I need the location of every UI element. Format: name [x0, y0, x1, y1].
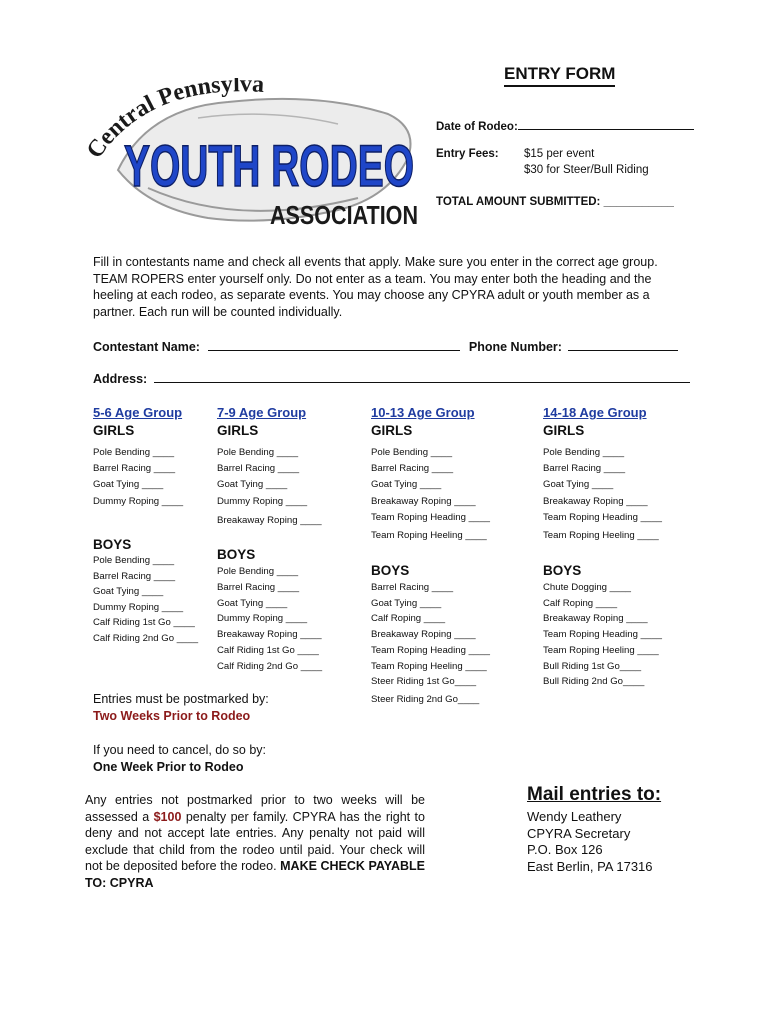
event-checkbox[interactable]: Calf Roping ____: [543, 597, 618, 609]
age-group-title: 10-13 Age Group: [371, 405, 475, 420]
girls-events-7-9: [217, 445, 322, 529]
event-checkbox[interactable]: Goat Tying ____: [93, 586, 164, 598]
event-checkbox[interactable]: Breakaway Roping ____: [543, 613, 648, 625]
event-checkbox[interactable]: Barrel Racing ____: [217, 581, 300, 593]
event-checkbox[interactable]: Calf Riding 2nd Go ____: [93, 632, 199, 644]
boys-heading-wrap-10-13: [371, 559, 409, 578]
age-group-5-6: [93, 405, 182, 438]
mail-line: East Berlin, PA 17316: [527, 858, 653, 874]
penalty-paragraph: [85, 792, 425, 891]
age-group-14-18: [543, 405, 647, 438]
address-row: [93, 370, 690, 388]
fee-steer-bull: $30 for Steer/Bull Riding: [524, 164, 649, 176]
event-checkbox[interactable]: Barrel Racing ____: [371, 463, 454, 475]
girls-events-5-6: [93, 445, 183, 510]
girls-events-10-13: [371, 445, 490, 544]
boys-heading-wrap-5-6: [93, 533, 131, 552]
event-checkbox[interactable]: Dummy Roping ____: [93, 495, 184, 507]
event-checkbox[interactable]: Breakaway Roping ____: [217, 514, 322, 526]
event-checkbox[interactable]: Barrel Racing ____: [93, 463, 176, 475]
age-group-title: 5-6 Age Group: [93, 405, 183, 420]
total-amount-field[interactable]: TOTAL AMOUNT SUBMITTED: ___________: [436, 196, 674, 208]
event-checkbox[interactable]: Team Roping Heading ____: [543, 629, 662, 641]
girls-heading: GIRLS: [543, 423, 585, 438]
girls-heading: GIRLS: [217, 423, 259, 438]
event-checkbox[interactable]: Team Roping Heeling ____: [543, 530, 659, 542]
event-checkbox[interactable]: Goat Tying ____: [217, 597, 288, 609]
postmark-label: Entries must be postmarked by:: [93, 692, 269, 706]
boys-heading-wrap-7-9: [217, 543, 255, 562]
event-checkbox[interactable]: Calf Riding 2nd Go ____: [217, 660, 323, 672]
event-checkbox[interactable]: Breakaway Roping ____: [371, 629, 476, 641]
event-checkbox[interactable]: Calf Riding 1st Go ____: [217, 644, 319, 656]
date-of-rodeo-field[interactable]: [436, 117, 694, 133]
event-checkbox[interactable]: Breakaway Roping ____: [543, 495, 648, 507]
event-checkbox[interactable]: Team Roping Heeling ____: [371, 530, 487, 542]
boys-heading: BOYS: [93, 537, 132, 552]
event-checkbox[interactable]: Pole Bending ____: [217, 447, 299, 458]
age-group-10-13: [371, 405, 475, 438]
girls-events-14-18: [543, 445, 662, 544]
contestant-row: [93, 338, 678, 356]
boys-heading: BOYS: [217, 547, 256, 562]
penalty-amount: $100: [153, 809, 182, 824]
date-of-rodeo-label: Date of Rodeo:: [436, 121, 518, 133]
logo-sub-text: ASSOCIATION: [270, 200, 418, 230]
event-checkbox[interactable]: Team Roping Heeling ____: [543, 644, 659, 656]
boys-events-5-6: [93, 553, 198, 647]
girls-heading: GIRLS: [93, 423, 135, 438]
entry-fees-label: Entry Fees:: [436, 148, 499, 160]
girls-heading: GIRLS: [371, 423, 413, 438]
boys-events-14-18: [543, 580, 662, 690]
boys-heading: BOYS: [371, 563, 410, 578]
boys-heading: BOYS: [543, 563, 582, 578]
event-checkbox[interactable]: Goat Tying ____: [543, 479, 614, 491]
event-checkbox[interactable]: Goat Tying ____: [217, 479, 288, 491]
mail-line: P.O. Box 126: [527, 842, 603, 857]
mail-line: Wendy Leathery: [527, 809, 622, 824]
page-title: ENTRY FORM: [504, 64, 615, 87]
logo: [88, 78, 424, 238]
address-line[interactable]: [154, 370, 690, 383]
age-group-7-9: [217, 405, 306, 438]
cowboy-hat-logo: [88, 78, 424, 238]
event-checkbox[interactable]: Bull Riding 1st Go____: [543, 660, 642, 672]
phone-number-line[interactable]: [568, 338, 678, 351]
mail-heading: Mail entries to:: [527, 784, 662, 805]
event-checkbox[interactable]: Barrel Racing ____: [543, 463, 626, 475]
event-checkbox[interactable]: Chute Dogging ____: [543, 582, 632, 593]
cancel-label: If you need to cancel, do so by:: [93, 743, 267, 757]
date-of-rodeo-line[interactable]: [518, 117, 694, 130]
event-checkbox[interactable]: Barrel Racing ____: [93, 570, 176, 582]
postmark-deadline: [93, 691, 269, 724]
event-checkbox[interactable]: Barrel Racing ____: [371, 582, 454, 593]
instructions-paragraph: Fill in contestants name and check all events that apply. Make sure you enter in the correct age group. TEAM ROPERS enter yourself only. Do not enter as a team. You may enter both the heading and the heeling at each rodeo, as separate events. You may choose any CPYRA adult or youth member as a partner. Each run will be counted individually.: [93, 255, 658, 319]
event-checkbox[interactable]: Pole Bending ____: [217, 566, 299, 577]
penalty-text-1: Any entries not postmarked prior to two weeks will be assessed a: [85, 793, 425, 824]
payable-to: MAKE CHECK PAYABLE TO: CPYRA: [85, 859, 425, 890]
event-checkbox[interactable]: Breakaway Roping ____: [371, 495, 476, 507]
age-group-title: 14-18 Age Group: [543, 405, 647, 420]
logo-arc-text: entral Pennsylva: [93, 78, 265, 150]
event-checkbox[interactable]: Calf Riding 1st Go ____: [93, 617, 195, 629]
phone-number-label: Phone Number:: [468, 340, 562, 354]
event-checkbox[interactable]: Goat Tying ____: [371, 597, 442, 609]
event-checkbox[interactable]: Team Roping Heading ____: [371, 511, 490, 523]
logo-main-text: YOUTH RODEO: [124, 134, 414, 199]
event-checkbox[interactable]: Dummy Roping ____: [93, 601, 184, 613]
boys-events-10-13: [371, 580, 490, 708]
event-checkbox[interactable]: Pole Bending ____: [93, 447, 175, 458]
cancel-deadline: [93, 742, 266, 775]
event-checkbox[interactable]: Team Roping Heading ____: [543, 511, 662, 523]
event-checkbox[interactable]: Pole Bending ____: [93, 555, 175, 566]
event-checkbox[interactable]: Steer Riding 1st Go____: [371, 676, 477, 688]
postmark-value: Two Weeks Prior to Rodeo: [93, 708, 251, 723]
mail-line: CPYRA Secretary: [527, 825, 631, 841]
penalty-text-2: penalty per family. CPYRA has the right to deny and not accept late entries. Any penalty not paid will exclude that child from the rodeo until paid. Your check will not be deposited before the rodeo.: [85, 809, 425, 873]
event-checkbox[interactable]: Team Roping Heading ____: [371, 644, 490, 656]
boys-events-7-9: [217, 564, 322, 675]
contestant-name-line[interactable]: [208, 338, 460, 351]
event-checkbox[interactable]: Goat Tying ____: [93, 479, 164, 491]
event-checkbox[interactable]: Team Roping Heeling ____: [371, 660, 487, 672]
contestant-name-label: Contestant Name:: [93, 340, 200, 354]
event-checkbox[interactable]: Breakaway Roping ____: [217, 629, 322, 641]
fee-event: $15 per event: [524, 148, 595, 160]
age-group-title: 7-9 Age Group: [217, 405, 307, 420]
cancel-value: One Week Prior to Rodeo: [93, 759, 244, 774]
event-checkbox[interactable]: Dummy Roping ____: [217, 613, 308, 625]
event-checkbox[interactable]: Pole Bending ____: [371, 447, 453, 458]
event-checkbox[interactable]: Pole Bending ____: [543, 447, 625, 458]
event-checkbox[interactable]: Calf Roping ____: [371, 613, 446, 625]
event-checkbox[interactable]: Barrel Racing ____: [217, 463, 300, 475]
event-checkbox[interactable]: Goat Tying ____: [371, 479, 442, 491]
address-label: Address:: [93, 372, 148, 386]
mail-address: [527, 809, 653, 875]
event-checkbox[interactable]: Dummy Roping ____: [217, 495, 308, 507]
event-checkbox[interactable]: Steer Riding 2nd Go____: [371, 693, 480, 705]
boys-heading-wrap-14-18: [543, 559, 581, 578]
event-checkbox[interactable]: Bull Riding 2nd Go____: [543, 676, 645, 688]
